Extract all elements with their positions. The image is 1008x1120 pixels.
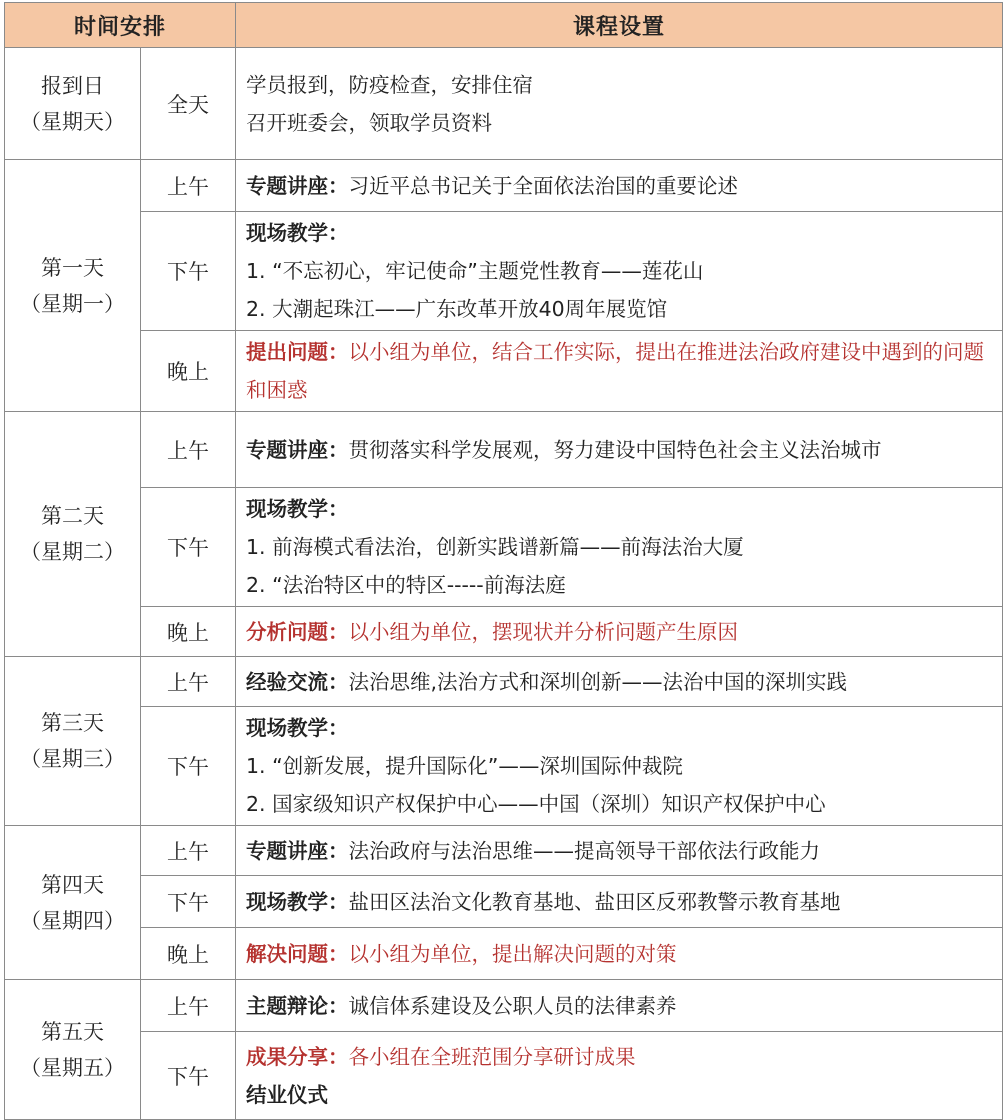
course-line [246,104,996,142]
day-cell [5,826,141,980]
course-type-label: 主题辩论： [246,993,349,1018]
schedule-row [5,928,1003,980]
course-text: 2. 国家级知识产权保护中心——中国（深圳）知识产权保护中心 [246,792,826,816]
course-line [246,832,996,870]
course-text: 1. “不忘初心，牢记使命”主题党性教育——莲花山 [246,259,704,283]
schedule-row [5,212,1003,331]
day-name: 第一天 [41,255,104,280]
day-weekday: （星期三） [20,747,125,771]
course-text: 召开班委会，领取学员资料 [246,110,493,135]
schedule-row [5,160,1003,212]
day-cell [5,160,141,412]
day-name: 报到日 [41,73,104,98]
course-type-label: 经验交流： [246,669,349,694]
course-line [246,935,996,973]
schedule-table [4,2,1003,1120]
course-line [246,785,996,823]
course-cell [236,607,1003,657]
course-line [246,528,996,566]
schedule-body [5,48,1003,1120]
schedule-row [5,607,1003,657]
course-type-label: 专题讲座： [246,173,349,198]
period-cell: 上午 [141,657,236,707]
day-name: 第五天 [41,1019,104,1044]
period-cell: 下午 [141,212,236,331]
course-text: 盐田区法治文化教育基地、盐田区反邪教警示教育基地 [348,889,841,914]
course-type-label: 现场教学： [246,497,349,521]
course-cell [236,707,1003,826]
header-row [5,3,1003,48]
course-line [246,883,996,921]
course-line [246,333,996,409]
course-type-label: 专题讲座： [246,838,349,863]
course-type-label: 分析问题： [246,619,349,644]
course-text: 法治思维,法治方式和深圳创新——法治中国的深圳实践 [348,669,848,694]
schedule-row [5,331,1003,412]
course-line [246,167,996,205]
course-text: 诚信体系建设及公职人员的法律素养 [348,993,677,1018]
period-cell: 晚上 [141,331,236,412]
course-line [246,1076,996,1114]
course-cell [236,826,1003,876]
schedule-row [5,876,1003,928]
schedule-row [5,980,1003,1032]
period-cell: 晚上 [141,928,236,980]
course-cell [236,412,1003,488]
course-type-label: 提出问题： [246,340,349,364]
period-cell: 下午 [141,1032,236,1120]
day-cell [5,980,141,1120]
course-cell [236,331,1003,412]
course-line [246,566,996,604]
course-line [246,66,996,104]
course-type-label: 现场教学： [246,716,349,740]
period-cell: 上午 [141,826,236,876]
course-cell [236,212,1003,331]
course-text: 贯彻落实科学发展观，努力建设中国特色社会主义法治城市 [348,437,882,462]
day-weekday: （星期五） [20,1055,125,1080]
course-line [246,747,996,785]
course-type-label: 解决问题： [246,941,349,966]
course-type-label: 专题讲座： [246,437,349,462]
course-type-label: 现场教学： [246,889,349,914]
course-type-label: 成果分享： [246,1044,349,1069]
day-name: 第三天 [41,711,104,735]
course-line [246,431,996,469]
period-cell: 上午 [141,160,236,212]
day-weekday: （星期一） [20,291,125,316]
schedule-row [5,1032,1003,1120]
course-line [246,613,996,651]
course-cell [236,928,1003,980]
day-name: 第四天 [41,872,104,897]
course-text: 2. “法治特区中的特区-----前海法庭 [246,573,566,597]
course-text: 1. “创新发展，提升国际化”——深圳国际仲裁院 [246,754,683,778]
day-cell [5,412,141,657]
course-text: 以小组为单位，摆现状并分析问题产生原因 [348,619,739,644]
day-weekday: （星期天） [20,109,125,134]
course-type-label: 现场教学： [246,221,349,245]
schedule-row [5,412,1003,488]
course-type-label: 结业仪式 [246,1082,329,1107]
course-line [246,490,996,528]
schedule-row [5,826,1003,876]
day-weekday: （星期四） [20,908,125,933]
course-cell [236,657,1003,707]
course-cell [236,980,1003,1032]
day-cell [5,48,141,160]
day-weekday: （星期二） [20,540,125,564]
period-cell: 上午 [141,412,236,488]
course-cell [236,160,1003,212]
course-line [246,663,996,701]
course-line [246,1038,996,1076]
course-column-header: 课程设置 [236,3,1003,48]
day-name: 第二天 [41,504,104,528]
period-cell: 全天 [141,48,236,160]
course-cell [236,876,1003,928]
period-cell: 下午 [141,488,236,607]
course-text: 1. 前海模式看法治，创新实践谱新篇——前海法治大厦 [246,535,744,559]
schedule-row [5,488,1003,607]
course-text: 学员报到，防疫检查，安排住宿 [246,72,534,97]
course-line [246,252,996,290]
schedule-row [5,48,1003,160]
course-text: 各小组在全班范围分享研讨成果 [348,1044,636,1069]
course-text: 以小组为单位，提出解决问题的对策 [348,941,677,966]
course-text: 2. 大潮起珠江——广东改革开放40周年展览馆 [246,297,668,321]
course-text: 习近平总书记关于全面依法治国的重要论述 [348,173,739,198]
course-line [246,290,996,328]
course-text: 以小组为单位，结合工作实际，提出在推进法治政府建设中遇到的问题和困惑 [246,340,985,402]
time-column-header: 时间安排 [5,3,236,48]
period-cell: 下午 [141,876,236,928]
period-cell: 下午 [141,707,236,826]
course-text: 法治政府与法治思维——提高领导干部依法行政能力 [348,838,821,863]
course-cell [236,488,1003,607]
course-line [246,214,996,252]
schedule-row [5,657,1003,707]
course-line [246,987,996,1025]
period-cell: 上午 [141,980,236,1032]
schedule-row [5,707,1003,826]
course-cell [236,1032,1003,1120]
course-line [246,709,996,747]
day-cell [5,657,141,826]
period-cell: 晚上 [141,607,236,657]
course-cell [236,48,1003,160]
